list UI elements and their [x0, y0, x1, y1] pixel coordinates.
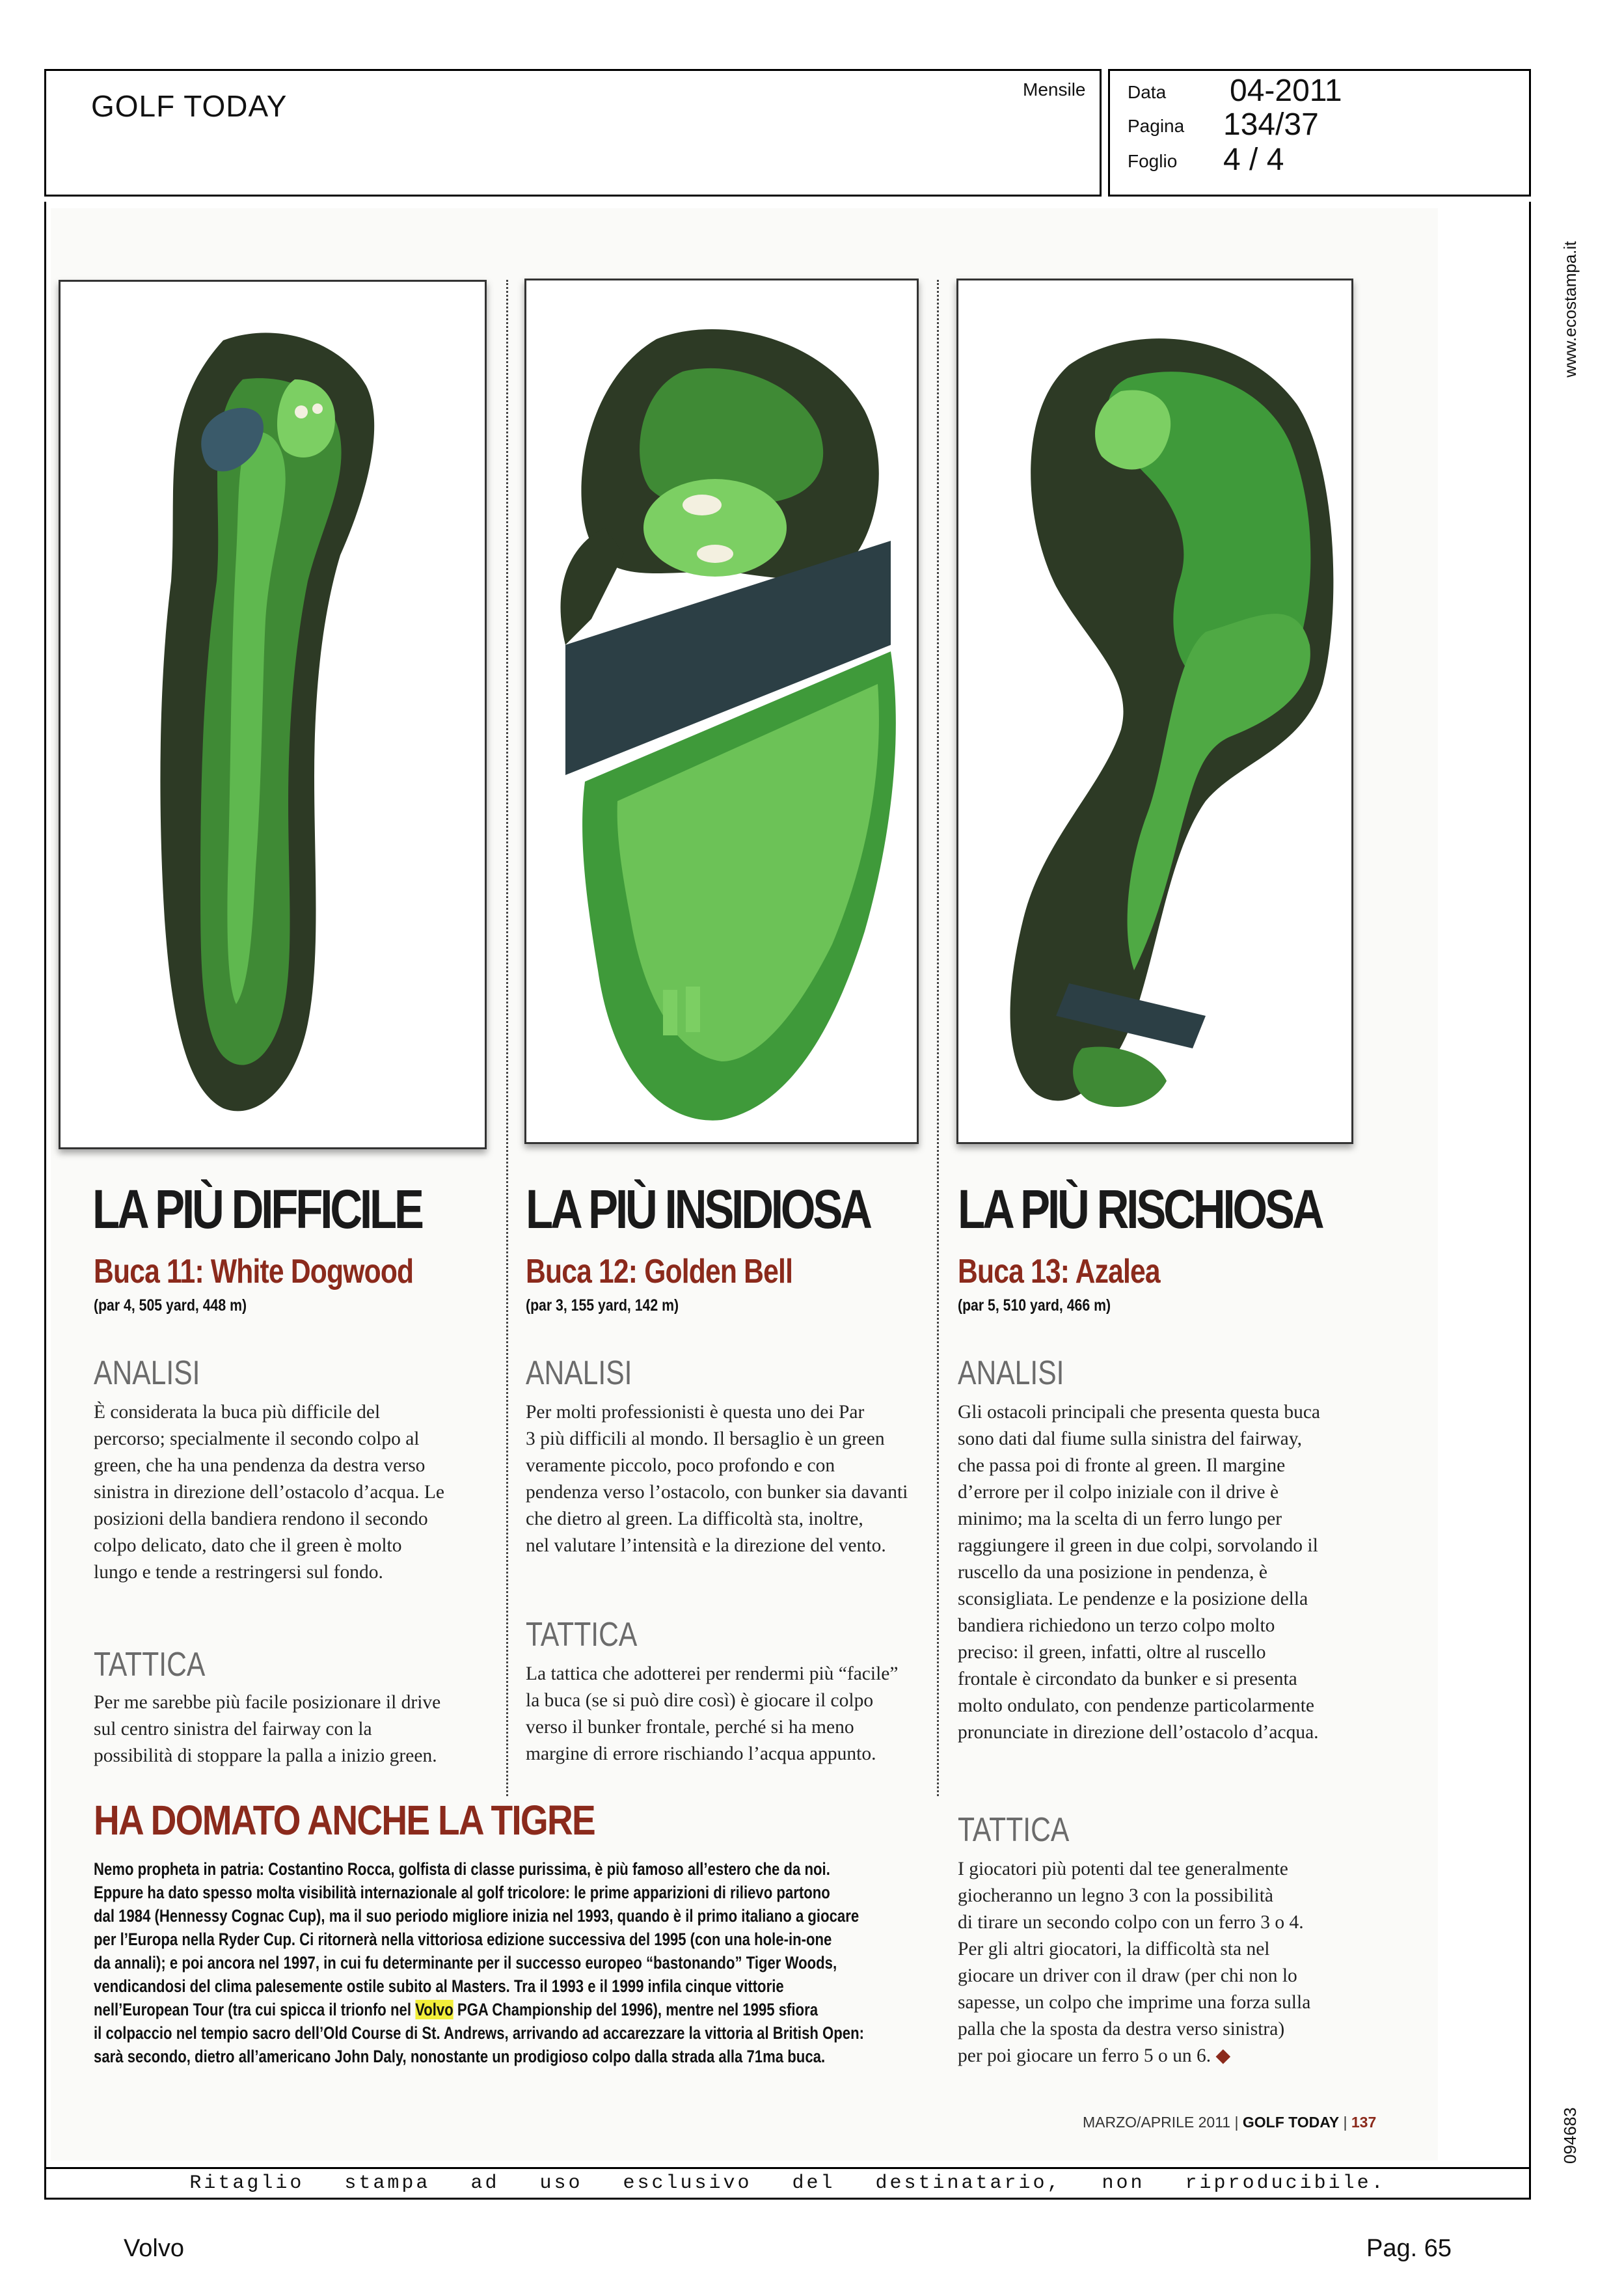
credit-page: 137 [1351, 2114, 1377, 2131]
column-2-par: (par 3, 155 yard, 142 m) [526, 1296, 679, 1315]
column-1-tattica: Per me sarebbe più facile posizionare il drive sul centro sinistra del fairway con la possibilità di stoppare la palla a inizio green. [94, 1692, 441, 1766]
column-1-tattica-heading: TATTICA [94, 1646, 206, 1684]
reproduction-notice: Ritaglio stampa ad uso esclusivo del destinatario, non riproducibile. [189, 2172, 1386, 2194]
footer-client: Volvo [124, 2235, 184, 2262]
magazine-page [51, 208, 1438, 2161]
box-title: HA DOMATO ANCHE LA TIGRE [94, 1797, 595, 1844]
foglio-value: 4 / 4 [1223, 143, 1284, 177]
frequency-label: Mensile [1023, 79, 1086, 100]
footer-divider [44, 2167, 1531, 2169]
column-3-analisi-heading: ANALISI [958, 1354, 1064, 1392]
hole-12-map [524, 279, 919, 1144]
column-2-analisi-heading: ANALISI [526, 1354, 632, 1392]
side-url: www.ecostampa.it [1560, 241, 1580, 377]
column-1-hole: Buca 11: White Dogwood [94, 1253, 414, 1290]
data-label: Data [1128, 82, 1167, 102]
column-2-hole: Buca 12: Golden Bell [526, 1253, 793, 1290]
foglio-label: Foglio [1128, 151, 1178, 171]
column-1-analisi-heading: ANALISI [94, 1354, 200, 1392]
column-1-analisi: È considerata la buca più difficile del percorso; specialmente il secondo colpo al green, che ha una pendenza da destra verso sinistra in direzione dell’ostacolo d’acqua. Le posizioni della bandiera rendono il secondo colpo delicato, dato che il green è molto lungo e tende a restringersi sul fondo. [94, 1402, 444, 1583]
column-3-analisi: Gli ostacoli principali che presenta questa buca sono dati dal fiume sulla sinistra del fairway, che passa poi di fronte al green. Il margine d’errore per il colpo iniziale con il drive è minimo; ma la scelta di un ferro lungo per raggiungere il green in due colpi, sorvolando il ruscello da una posizione in pendenza, è sconsigliata. Le pendenze e la posizione della bandiera richiedono un terzo colpo molto preciso: il green, infatti, oltre al ruscello frontale è circondato da bunker e si presenta molto ondulato, con pendenze particolarmente pronunciate in direzione dell’ostacolo d’acqua. [958, 1402, 1321, 1743]
hole-13-map [956, 279, 1353, 1144]
column-3-tattica-text: I giocatori più potenti dal tee generalmente giocheranno un legno 3 con la possibilità di tirare un secondo colpo con un ferro 3 o 4. Per gli altri giocatori, la difficoltà sta nel giocare un driver con il draw (per chi non lo sapesse, un colpo che imprime una forza sulla palla che la sposta da destra verso sinistra) per poi giocare un ferro 5 o un 6. [958, 1859, 1311, 2066]
pagina-label: Pagina [1128, 116, 1185, 136]
column-divider-1 [506, 280, 508, 1796]
publication-name: GOLF TODAY [91, 89, 288, 123]
side-code: 094683 [1560, 2107, 1580, 2164]
column-3-hole: Buca 13: Azalea [958, 1253, 1160, 1290]
footer-page: Pag. 65 [1366, 2235, 1452, 2262]
column-1-title: LA PIÙ DIFFICILE [92, 1179, 422, 1240]
column-3-tattica [958, 1856, 1374, 2069]
column-2-tattica-heading: TATTICA [526, 1616, 638, 1654]
pagina-value: 134/37 [1223, 107, 1319, 142]
volvo-highlight: Volvo [415, 2000, 453, 2019]
column-3-title: LA PIÙ RISCHIOSA [958, 1179, 1322, 1240]
data-value: 04-2011 [1230, 74, 1342, 108]
column-divider-2 [937, 280, 939, 1796]
page-credit: MARZO/APRILE 2011 | GOLF TODAY | 137 [1083, 2114, 1377, 2131]
end-mark: ◆ [1215, 2045, 1231, 2066]
column-2-tattica: La tattica che adotterei per rendermi più “facile” la buca (se si può dire così) è giocare il colpo verso il bunker frontale, perché si ha meno margine di errore rischiando l’acqua appunto. [526, 1663, 899, 1764]
column-2-analisi: Per molti professionisti è questa uno dei Par 3 più difficili al mondo. Il bersaglio è un green veramente piccolo, poco profondo e con pendenza verso l’ostacolo, con bunker sia davanti che dietro al green. La difficoltà sta, inoltre, nel valutare l’intensità e la direzione del vento. [526, 1402, 908, 1556]
column-2-title: LA PIÙ INSIDIOSA [526, 1179, 870, 1240]
hole-11-map [59, 280, 487, 1149]
credit-issue: MARZO/APRILE 2011 [1083, 2114, 1231, 2131]
credit-magazine: GOLF TODAY [1242, 2114, 1340, 2131]
box-text: Nemo propheta in patria: Costantino Rocca, golfista di classe purissima, è più famoso all’estero che da noi. Eppure ha dato spesso molta visibilità internazionale al golf tricolore: le prime apparizioni di rilievo partono dal 1984 (Hennessy Cognac Cup), ma il suo periodo migliore inizia nel 1993, quando è il primo italiano a giocare per l’Europa nella Ryder Cup. Ci ritornerà nella vittoriosa edizione successiva del 1995 (con una hole-in-one da annali); e poi ancora nel 1997, in cui fu determinante per il successo europeo “bastonando” Tiger Woods, vendicandosi del clima palesemente ostile subito al Masters. Tra il 1993 e il 1999 infila cinque vittorie nell’European Tour (tra cui spicca il trionfo nel Volvo PGA Championship del 1996), mentre nel 1995 sfiora il colpaccio nel tempio sacro dell’Old Course di St. Andrews, arrivando ad accarezzare la vittoria al British Open: sarà secondo, dietro all’americano John Daly, nonostante un prodigioso colpo dalla strada alla 71ma buca. [94, 1859, 865, 2066]
column-3-par: (par 5, 510 yard, 466 m) [958, 1296, 1111, 1315]
column-1-par: (par 4, 505 yard, 448 m) [94, 1296, 247, 1315]
column-3-tattica-heading: TATTICA [958, 1811, 1070, 1849]
